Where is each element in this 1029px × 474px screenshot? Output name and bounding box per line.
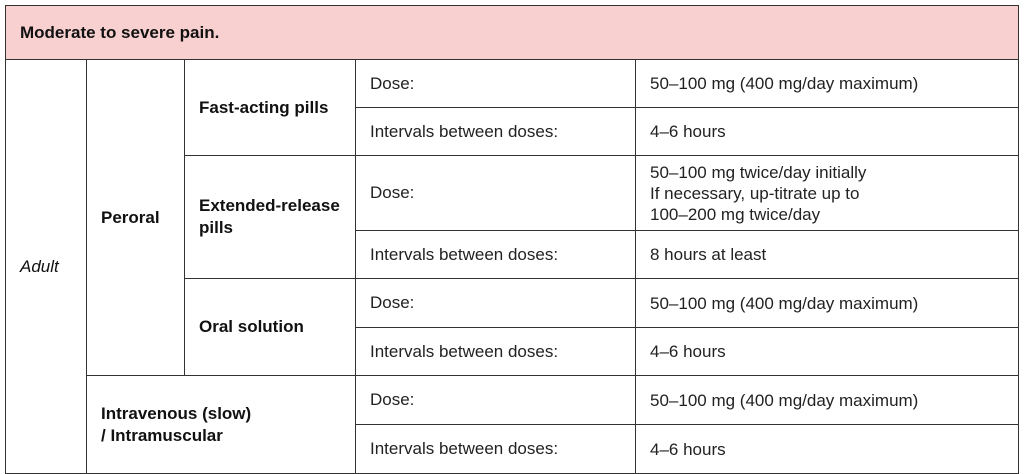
dose-label: Dose: [356,279,636,328]
route-peroral: Peroral [87,60,185,376]
dose-value: 50–100 mg (400 mg/day maximum) [636,376,1019,425]
dose-value: 50–100 mg (400 mg/day maximum) [636,60,1019,108]
interval-label: Intervals between doses: [356,231,636,279]
dosage-table [5,5,1019,474]
population-adult: Adult [6,60,87,474]
dose-value: 50–100 mg (400 mg/day maximum) [636,279,1019,328]
interval-value: 4–6 hours [636,425,1019,474]
dose-label: Dose: [356,60,636,108]
interval-value: 4–6 hours [636,108,1019,156]
dose-value-line: If necessary, up-titrate up to [650,183,860,203]
dose-label: Dose: [356,376,636,425]
route-label-line: / Intramuscular [101,425,223,445]
form-extended-release-pills: Extended-release pills [185,156,356,279]
dose-value-line: 50–100 mg twice/day initially [650,162,867,182]
dose-value-multiline [636,156,1019,231]
route-intravenous-intramuscular [87,376,356,474]
interval-value: 8 hours at least [636,231,1019,279]
dose-value-line: 100–200 mg twice/day [650,204,821,224]
interval-value: 4–6 hours [636,328,1019,376]
interval-label: Intervals between doses: [356,108,636,156]
form-oral-solution: Oral solution [185,279,356,376]
interval-label: Intervals between doses: [356,328,636,376]
route-label-line: Intravenous (slow) [101,403,252,423]
table-header-title: Moderate to severe pain. [6,6,1019,60]
interval-label: Intervals between doses: [356,425,636,474]
dose-label: Dose: [356,156,636,231]
form-fast-acting-pills: Fast-acting pills [185,60,356,156]
